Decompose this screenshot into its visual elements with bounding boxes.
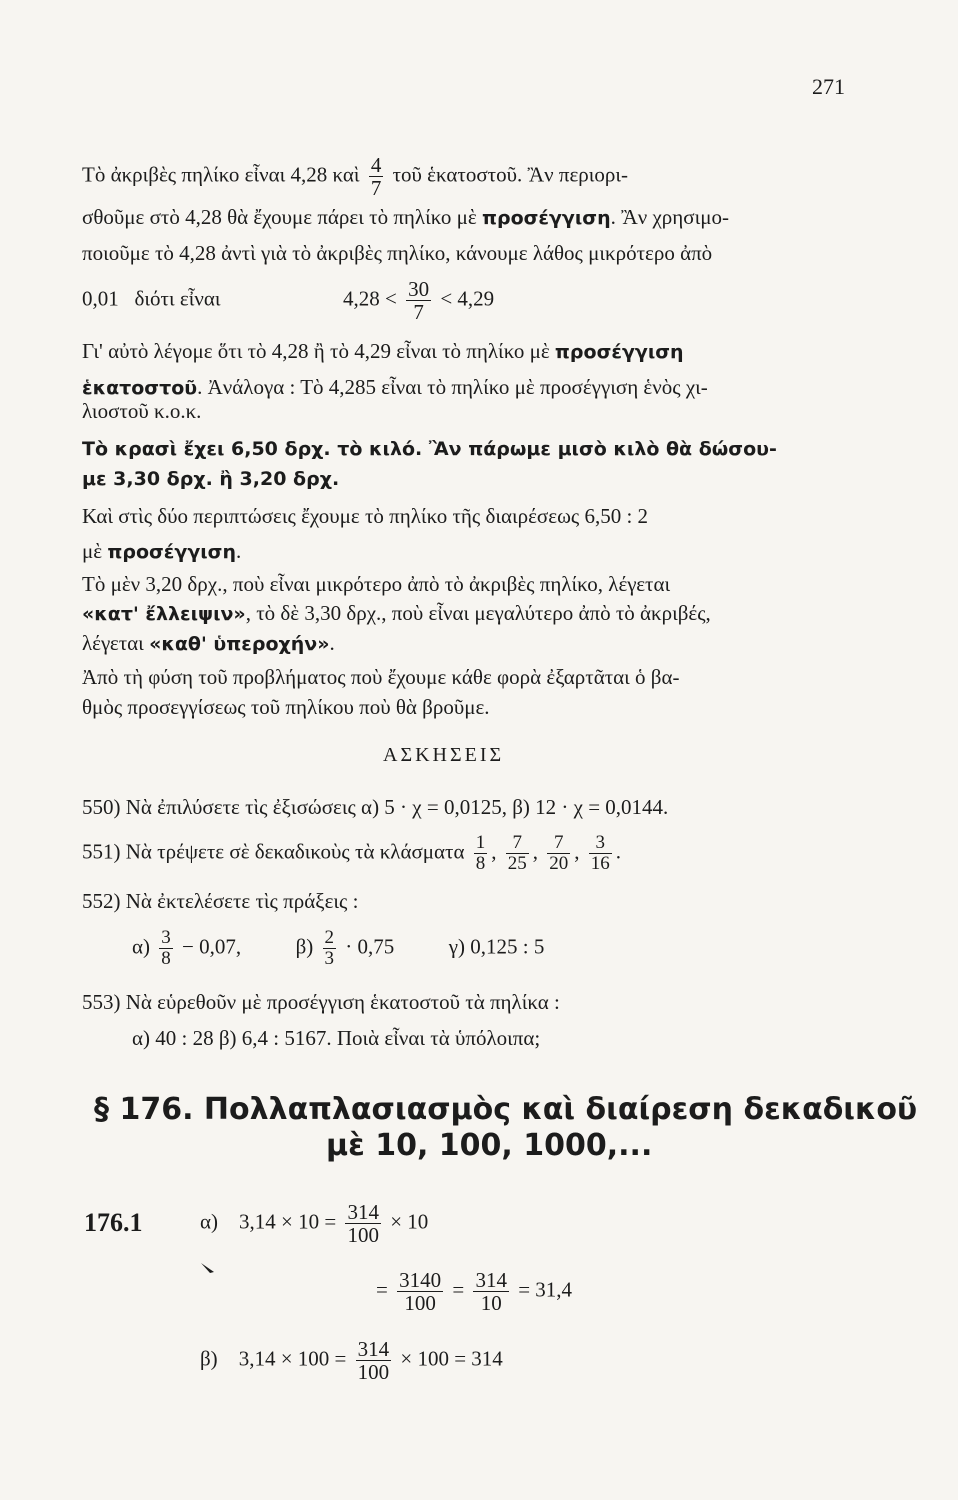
para1-line3: ποιοῦμε τὸ 4,28 ἀντὶ γιὰ τὸ ἀκριβὲς πηλίκο, κάνουμε λάθος μικρότερο ἀπὸ bbox=[82, 241, 713, 265]
bold-term: ἑκατοστοῦ bbox=[82, 377, 198, 399]
para1-line1 bbox=[82, 154, 628, 199]
para2-line2: ἑκατοστοῦ. Ἀνάλογα : Τὸ 4,285 εἶναι τὸ πηλίκο μὲ προσέγγιση ἑνὸς χι- bbox=[82, 375, 708, 399]
para1-line2: σθοῦμε στὸ 4,28 θὰ ἔχουμε πάρει τὸ πηλίκο μὲ προσέγγιση. Ἂν χρησιμο- bbox=[82, 205, 729, 229]
section-title-line2: μὲ 10, 100, 1000,... bbox=[326, 1128, 653, 1163]
text: Τὸ ἀκριβὲς πηλίκο εἶναι 4,28 καὶ bbox=[82, 162, 360, 187]
bold-term: «καθ' ὑπεροχήν» bbox=[149, 633, 330, 655]
bold-term: προσέγγιση bbox=[481, 207, 611, 229]
fraction-2-3: $\frac{2}{3}$ bbox=[324, 927, 335, 969]
page-number: 271 bbox=[812, 74, 845, 99]
text: τοῦ ἑκατοστοῦ. Ἂν περιορι- bbox=[392, 162, 629, 187]
fraction-314-100: $\frac{314}{100}$ bbox=[347, 1200, 379, 1248]
fraction-3-8: $\frac{3}{8}$ bbox=[161, 927, 171, 969]
exercise-552: 552) Νὰ ἐκτελέσετε τὶς πράξεις : bbox=[82, 889, 359, 913]
exercise-551: 551) Νὰ τρέψετε σὲ δεκαδικοὺς τὰ κλάσματα $\frac{1}{8}$ , $\frac{7}{25}$ , $\frac{7}{20}$ , $\frac{3}{16}$ . bbox=[82, 832, 621, 874]
fraction-1-8: $\frac{1}{8}$ bbox=[475, 832, 486, 874]
fraction-7-25: $\frac{7}{25}$ bbox=[507, 832, 527, 874]
fraction-314-100-b: $\frac{314}{100}$ bbox=[357, 1337, 390, 1385]
bold-term: προσέγγιση bbox=[107, 541, 236, 563]
bold-term: προσέγγιση bbox=[554, 341, 684, 363]
pointer-mark-icon bbox=[200, 1262, 216, 1274]
para5-line1: Τὸ μὲν 3,20 δρχ., ποὺ εἶναι μικρότερο ἀπὸ τὸ ἀκριβὲς πηλίκο, λέγεται bbox=[82, 572, 671, 596]
para5-line2: «κατ' ἔλλειψιν», τὸ δὲ 3,30 δρχ., ποὺ εἶναι μεγαλύτερο ἀπὸ τὸ ἀκριβές, bbox=[82, 601, 711, 625]
fraction-7-20: $\frac{7}{20}$ bbox=[549, 832, 569, 874]
example-number: 176.1 bbox=[84, 1208, 143, 1237]
exercises-heading: ΑΣΚΗΣΕΙΣ bbox=[383, 744, 505, 766]
para3-line1: Τὸ κρασὶ ἔχει 6,50 δρχ. τὸ κιλό. Ἂν πάρωμε μισὸ κιλὸ θὰ δώσου- bbox=[82, 438, 777, 460]
exercise-552-parts: α) $\frac{3}{8}$ − 0,07, β) $\frac{2}{3}$ · 0,75 γ) 0,125 : 5 bbox=[132, 927, 545, 969]
fraction-314-10: $\frac{314}{10}$ bbox=[475, 1268, 507, 1316]
para2-line1: Γι' αὐτὸ λέγομε ὅτι τὸ 4,28 ἢ τὸ 4,29 εἶναι τὸ πηλίκο μὲ προσέγγιση bbox=[82, 339, 684, 363]
section-title-line1: § 176. Πολλαπλασιασμὸς καὶ διαίρεση δεκαδικοῦ bbox=[94, 1092, 918, 1127]
example-a-line1: α) 3,14 × 10 = $\frac{314}{100}$ × 10 bbox=[200, 1200, 429, 1248]
example-b-line: β) 3,14 × 100 = $\frac{314}{100}$ × 100 = 314 bbox=[200, 1337, 503, 1385]
fraction-30-7: $\frac{30}{7}$ bbox=[408, 277, 430, 325]
para4-line1: Καὶ στὶς δύο περιπτώσεις ἔχουμε τὸ πηλίκο τῆς διαιρέσεως 6,50 : 2 bbox=[82, 504, 649, 528]
fraction-3140-100: $\frac{3140}{100}$ bbox=[399, 1268, 442, 1316]
exercise-550: 550) Νὰ ἐπιλύσετε τὶς ἐξισώσεις α) 5 · χ = 0,0125, β) 12 · χ = 0,0144. bbox=[82, 795, 669, 819]
bold-term: «κατ' ἔλλειψιν» bbox=[82, 603, 246, 625]
para5-line3: λέγεται «καθ' ὑπεροχήν». bbox=[82, 631, 335, 655]
para2-line3: λιοστοῦ κ.ο.κ. bbox=[82, 399, 202, 423]
exercise-553-parts: α) 40 : 28 β) 6,4 : 5167. Ποιὰ εἶναι τὰ ὑπόλοιπα; bbox=[132, 1026, 541, 1050]
fraction-4-7: $\frac{4}{7}$ bbox=[370, 153, 382, 201]
para4-line2: μὲ προσέγγιση. bbox=[82, 539, 242, 563]
example-a-line2: = $\frac{3140}{100}$ = $\frac{314}{10}$ = 31,4 bbox=[376, 1268, 573, 1316]
fraction-3-16: $\frac{3}{16}$ bbox=[590, 832, 610, 874]
para6-line2: θμὸς προσεγγίσεως τοῦ πηλίκου ποὺ θὰ βροῦμε. bbox=[82, 695, 490, 719]
para1-line4: 0,01 διότι εἶναι 4,28 < $\frac{30}{7}$ < 4,29 bbox=[82, 277, 495, 325]
exercise-553: 553) Νὰ εὑρεθοῦν μὲ προσέγγιση ἑκατοστοῦ τὰ πηλίκα : bbox=[82, 990, 560, 1014]
para3-line2: με 3,30 δρχ. ἢ 3,20 δρχ. bbox=[82, 468, 340, 490]
para6-line1: Ἀπὸ τὴ φύση τοῦ προβλήματος ποὺ ἔχουμε κάθε φορὰ ἐξαρτᾶται ὁ βα- bbox=[82, 665, 680, 689]
